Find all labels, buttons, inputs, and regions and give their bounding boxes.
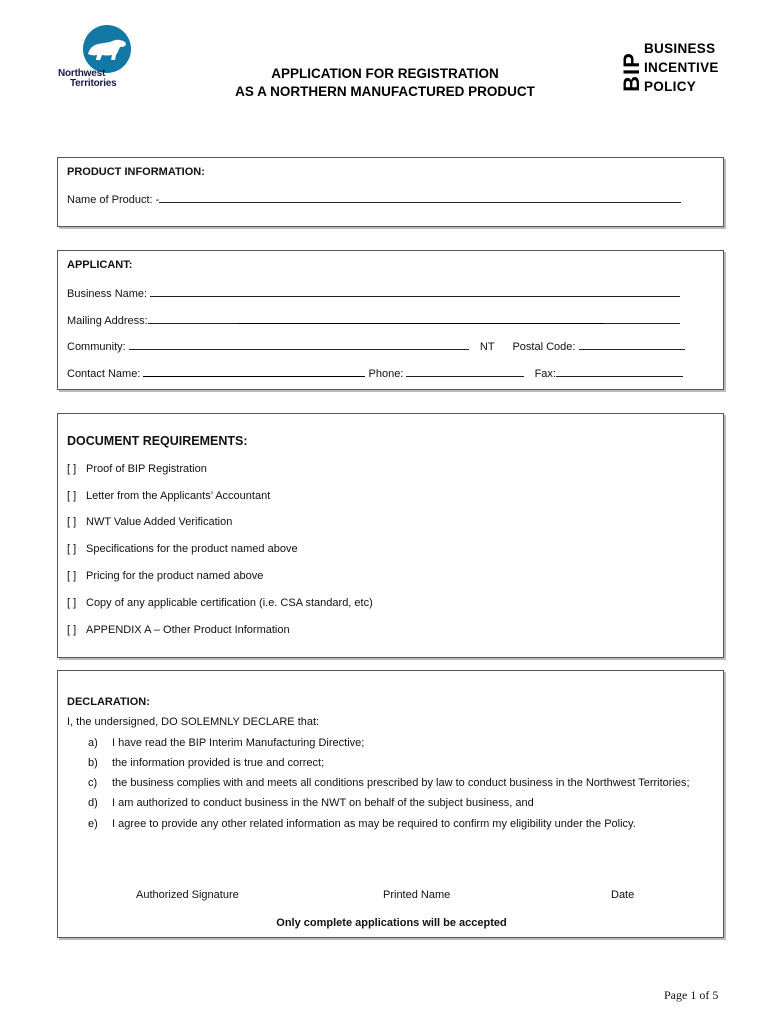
product-name-row <box>67 191 681 206</box>
business-name-field[interactable] <box>150 285 680 297</box>
contact-name-label: Contact Name: <box>67 368 141 380</box>
declaration-item-text: the information provided is true and correct; <box>112 757 325 769</box>
doc-item-label: Letter from the Applicants’ Accountant <box>86 490 271 502</box>
document-title-line2: AS A NORTHERN MANUFACTURED PRODUCT <box>235 84 535 99</box>
declaration-item-text: I am authorized to conduct business in the NWT on behalf of the subject business, and <box>112 797 534 809</box>
product-name-label: Name of Product: - <box>67 194 160 206</box>
doc-item-label: APPENDIX A – Other Product Information <box>86 624 290 636</box>
mailing-address-field-start[interactable] <box>148 312 238 324</box>
doc-item-label: Specifications for the product named above <box>86 543 298 555</box>
declaration-section <box>57 670 724 938</box>
declaration-intro: I, the undersigned, DO SOLEMNLY DECLARE that: <box>67 716 320 728</box>
contact-row <box>67 365 683 380</box>
document-title-line1: APPLICATION FOR REGISTRATION <box>271 66 499 81</box>
doc-item-pricing <box>67 570 263 582</box>
contact-name-field[interactable] <box>143 365 365 377</box>
doc-checkbox[interactable]: [ ] <box>67 597 77 609</box>
postal-code-field[interactable] <box>579 338 685 350</box>
declaration-item-text: I have read the BIP Interim Manufacturing Directive; <box>112 737 365 749</box>
polar-bear-icon <box>76 24 138 74</box>
doc-checkbox[interactable]: [ ] <box>67 463 77 475</box>
doc-item-label: Proof of BIP Registration <box>86 463 207 475</box>
product-heading: PRODUCT INFORMATION: <box>67 166 205 178</box>
phone-field[interactable] <box>406 365 524 377</box>
date-label: Date <box>611 889 635 901</box>
declaration-item-letter: e) <box>88 818 98 830</box>
bip-abbrev: BIP <box>619 52 644 92</box>
doc-item-specifications <box>67 543 298 555</box>
complete-applications-notice: Only complete applications will be accepted <box>276 917 507 929</box>
mailing-address-label: Mailing Address: <box>67 315 148 327</box>
doc-checkbox[interactable]: [ ] <box>67 570 77 582</box>
doc-item-bip-registration <box>67 463 207 475</box>
declaration-item-letter: a) <box>88 737 98 749</box>
postal-code-label: Postal Code: <box>512 341 576 353</box>
mailing-address-field[interactable] <box>238 312 604 324</box>
product-information-section <box>57 157 724 227</box>
page-number: Page 1 of 5 <box>664 988 719 1002</box>
doc-item-label: Pricing for the product named above <box>86 570 264 582</box>
declaration-heading: DECLARATION: <box>67 696 150 708</box>
doc-item-accountant-letter <box>67 490 270 502</box>
doc-item-appendix-a <box>67 624 290 636</box>
mailing-address-field-end[interactable] <box>604 312 680 324</box>
document-requirements-section <box>57 413 724 658</box>
doc-checkbox[interactable]: [ ] <box>67 624 77 636</box>
product-name-field[interactable] <box>159 191 681 203</box>
community-label: Community: <box>67 341 126 353</box>
business-name-label: Business Name: <box>67 288 148 300</box>
community-row <box>67 338 685 353</box>
bip-word-incentive: INCENTIVE <box>644 60 719 75</box>
documents-heading: DOCUMENT REQUIREMENTS: <box>67 434 248 448</box>
mailing-address-row <box>67 312 680 327</box>
doc-checkbox[interactable]: [ ] <box>67 516 77 528</box>
logo-text-territories: Territories <box>70 78 117 89</box>
doc-item-value-added <box>67 516 232 528</box>
fax-label: Fax: <box>534 368 556 380</box>
applicant-heading: APPLICANT: <box>67 259 133 271</box>
declaration-item-text: I agree to provide any other related information as may be required to confirm my eligibility under the Policy. <box>112 818 636 830</box>
business-name-row <box>67 285 680 300</box>
declaration-item-letter: d) <box>88 797 98 809</box>
bip-logo <box>612 40 742 100</box>
bip-word-policy: POLICY <box>644 79 697 94</box>
doc-item-certification <box>67 597 373 609</box>
authorized-signature-label: Authorized Signature <box>136 889 239 901</box>
nwt-logo <box>58 24 142 96</box>
community-field[interactable] <box>129 338 469 350</box>
logo-text-northwest: Northwest <box>58 68 106 79</box>
nt-label: NT <box>479 341 495 353</box>
doc-checkbox[interactable]: [ ] <box>67 543 77 555</box>
doc-item-label: NWT Value Added Verification <box>86 516 233 528</box>
declaration-item-letter: c) <box>88 777 98 789</box>
bip-word-business: BUSINESS <box>644 41 716 56</box>
phone-label: Phone: <box>368 368 404 380</box>
printed-name-label: Printed Name <box>383 889 451 901</box>
doc-checkbox[interactable]: [ ] <box>67 490 77 502</box>
fax-field[interactable] <box>556 365 683 377</box>
declaration-item-text: the business complies with and meets all conditions prescribed by law to conduct business in the Northwest Territories; <box>112 777 690 789</box>
applicant-section <box>57 250 724 390</box>
doc-item-label: Copy of any applicable certification (i.e. CSA standard, etc) <box>86 597 373 609</box>
declaration-item-letter: b) <box>88 757 98 769</box>
